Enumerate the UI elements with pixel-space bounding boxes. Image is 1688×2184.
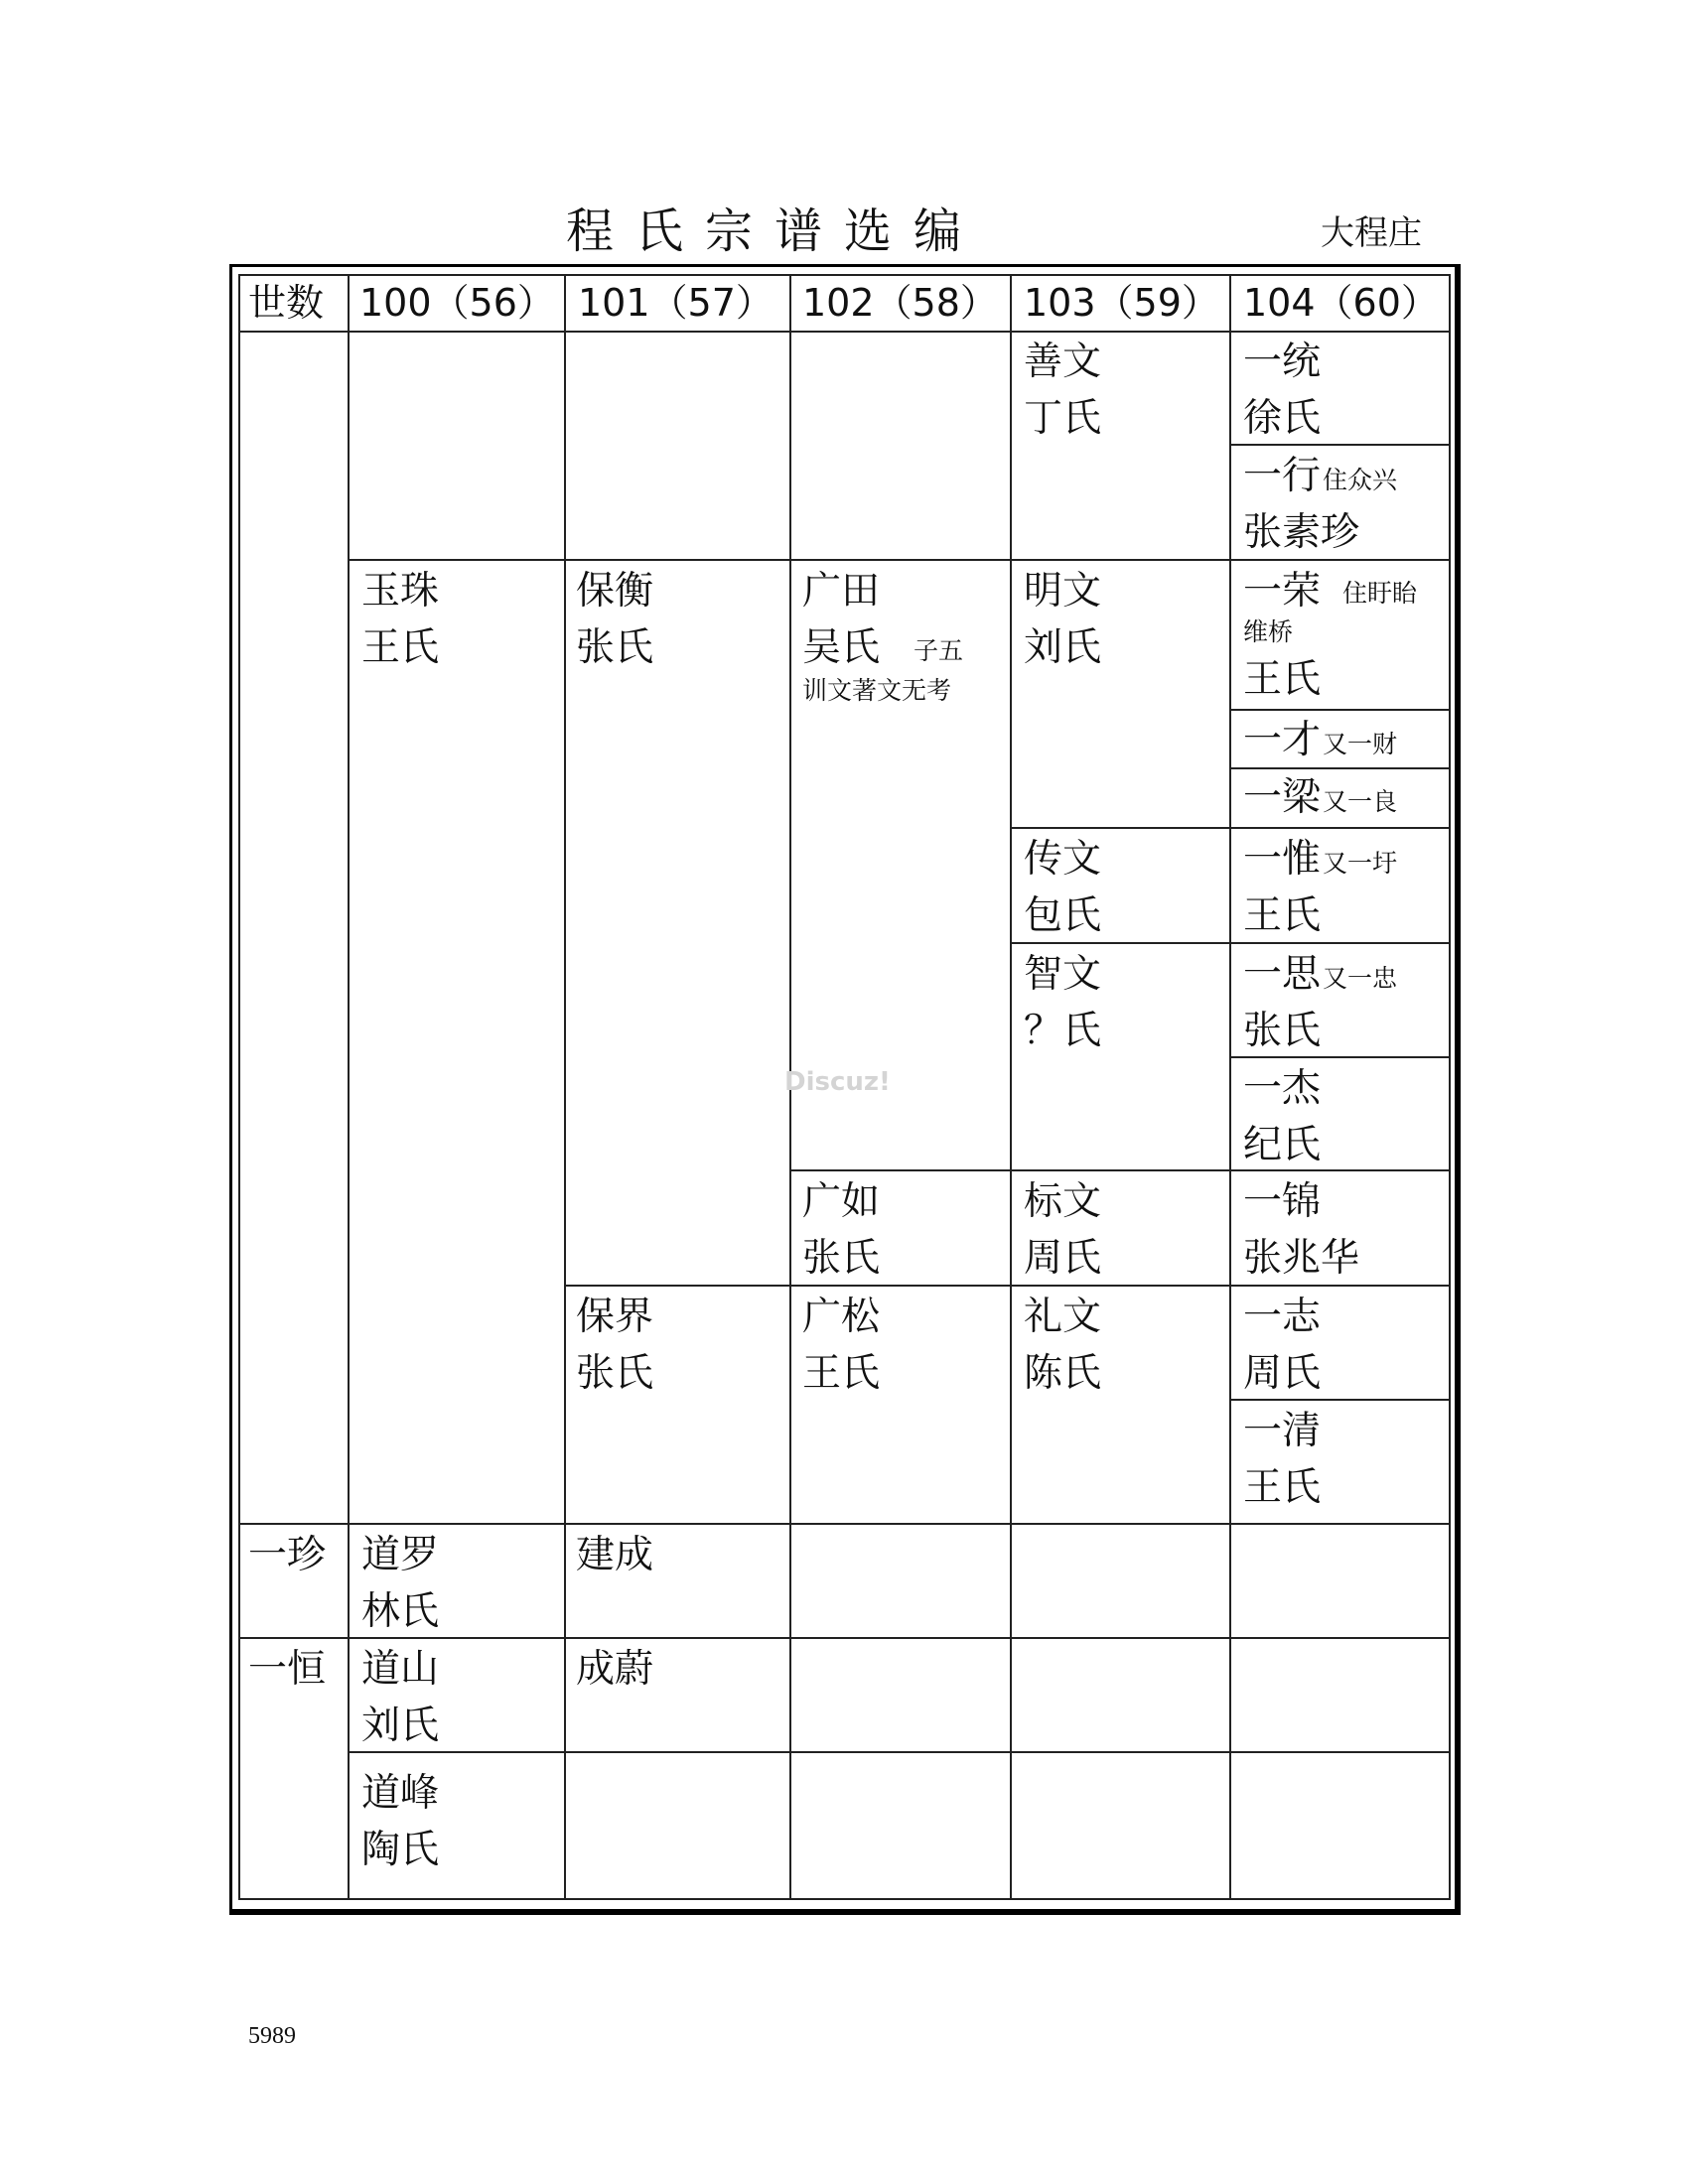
person-spouse: 包氏 (1024, 893, 1102, 938)
person-name: 一行 (1243, 454, 1322, 498)
person-name: 道山 (361, 1647, 440, 1692)
person-spouse: 周氏 (1024, 1236, 1102, 1281)
person-note: 子五 (914, 636, 964, 665)
person-note: 又一良 (1323, 787, 1398, 816)
person-name: 玉珠 (361, 569, 440, 614)
person-spouse: 张素珍 (1243, 510, 1360, 555)
person-spouse: 陈氏 (1024, 1351, 1102, 1396)
person-name: 成蔚 (576, 1647, 654, 1692)
row-line-4 (348, 1751, 1451, 1753)
person-spouse: 张氏 (576, 1351, 654, 1396)
person-spouse: 刘氏 (361, 1704, 440, 1748)
person-name: 一才 (1243, 718, 1322, 762)
person-name: 一惟 (1243, 837, 1322, 882)
person-note: 又一忠 (1323, 964, 1398, 993)
table-right-line (1449, 274, 1451, 1900)
person-spouse: 丁氏 (1024, 396, 1102, 441)
person-spouse: 王氏 (802, 1351, 881, 1396)
person-name: 一统 (1243, 340, 1322, 384)
place-name: 大程庄 (1321, 213, 1422, 253)
person-name: 一思 (1243, 952, 1322, 997)
person-note: 又一财 (1323, 730, 1398, 758)
person-spouse: 陶氏 (361, 1828, 440, 1872)
person-name: 广田 (802, 569, 881, 614)
person-name: 一荣 (1243, 569, 1322, 614)
person-name: 道罗 (361, 1533, 440, 1577)
table-bottom-line (238, 1898, 1451, 1900)
person-note: 住众兴 (1323, 466, 1398, 494)
row-line-col4a (1010, 827, 1451, 829)
person-name: 建成 (576, 1533, 654, 1577)
person-name: 明文 (1024, 569, 1102, 614)
person-spouse: 张氏 (802, 1236, 881, 1281)
person-spouse: 吴氏 (802, 625, 881, 670)
person-name: 一梁 (1243, 775, 1322, 820)
header-cell-103: 103（59） (1024, 281, 1219, 325)
person-spouse: 张氏 (1243, 1009, 1322, 1053)
person-spouse: 王氏 (361, 625, 440, 670)
person-name: 智文 (1024, 952, 1102, 997)
person-note: 住盱眙 (1342, 579, 1418, 608)
person-spouse: 徐氏 (1243, 396, 1322, 441)
person-spouse: 周氏 (1243, 1351, 1322, 1396)
person-spouse: 王氏 (1243, 1465, 1322, 1510)
person-note: 训文著文无考 (802, 676, 952, 705)
generation-cell-yizhen: 一珍 (248, 1533, 327, 1577)
person-spouse: ？氏 (1024, 1009, 1102, 1053)
watermark: Discuz! (784, 1067, 891, 1097)
header-cell-100: 100（56） (359, 281, 555, 325)
header-cell-101: 101（57） (578, 281, 774, 325)
person-name: 传文 (1024, 837, 1102, 882)
person-name: 标文 (1024, 1179, 1102, 1224)
page-title: 程氏宗谱选编 (566, 204, 984, 259)
person-name: 广如 (802, 1179, 881, 1224)
person-name: 广松 (802, 1295, 881, 1339)
header-cell-102: 102（58） (802, 281, 998, 325)
header-cell-generation: 世数 (248, 281, 325, 325)
person-name: 保衡 (576, 569, 654, 614)
person-name: 一清 (1243, 1409, 1322, 1453)
person-name: 礼文 (1024, 1295, 1102, 1339)
person-spouse: 林氏 (361, 1589, 440, 1634)
person-name: 一锦 (1243, 1179, 1322, 1224)
col-line-1 (348, 274, 350, 1900)
person-spouse: 王氏 (1243, 893, 1322, 938)
header-cell-104: 104（60） (1243, 281, 1439, 325)
person-name: 一志 (1243, 1295, 1322, 1339)
person-spouse: 纪氏 (1243, 1123, 1322, 1167)
person-name: 一杰 (1243, 1066, 1322, 1111)
row-line-col3-5 (789, 1169, 1451, 1171)
table-left-line (238, 274, 240, 1900)
person-name: 善文 (1024, 340, 1102, 384)
person-spouse: 张氏 (576, 625, 654, 670)
generation-cell-yiheng: 一恒 (248, 1647, 327, 1692)
col-line-5 (1229, 274, 1231, 1900)
person-name: 道峰 (361, 1771, 440, 1816)
person-note: 维桥 (1243, 617, 1294, 646)
row-line-2 (238, 1523, 1451, 1525)
person-name: 保界 (576, 1295, 654, 1339)
person-spouse: 张兆华 (1243, 1236, 1360, 1281)
c5-line-b (1229, 709, 1451, 711)
page-number: 5989 (248, 2023, 296, 2049)
col-line-2 (564, 274, 566, 1900)
person-spouse: 王氏 (1243, 657, 1322, 702)
person-note: 又一圩 (1323, 849, 1398, 878)
person-spouse: 刘氏 (1024, 625, 1102, 670)
col-line-4 (1010, 274, 1012, 1900)
